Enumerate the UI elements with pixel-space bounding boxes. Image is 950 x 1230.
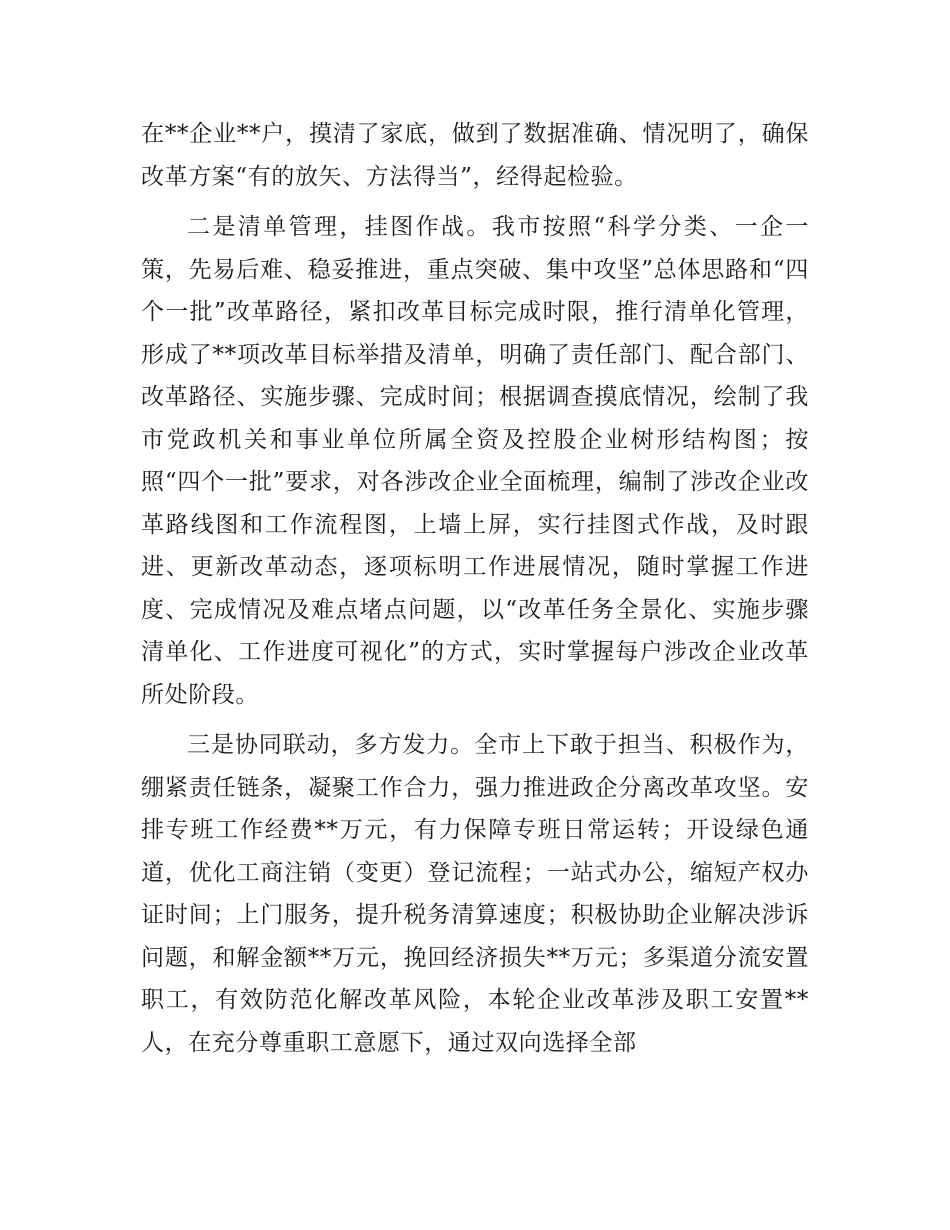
paragraph-checklist-management: 二是清单管理，挂图作战。我市按照“科学分类、一企一策，先易后难、稳妥推进，重点突破、集中攻坚”总体思路和“四个一批”改革路径，紧扣改革目标完成时限，推行清单化管理，形成了**项改革目标举措及清单，明确了责任部门、配合部门、改革路径、实施步骤、完成时间；根据调查摸底情况，绘制了我市党政机关和事业单位所属全资及控股企业树形结构图；按照“四个一批”要求，对各涉改企业全面梳理，编制了涉改企业改革路线图和工作流程图，上墙上屏，实行挂图式作战，及时跟进、更新改革动态，逐项标明工作进展情况，随时掌握工作进度、完成情况及难点堵点问题，以“改革任务全景化、实施步骤清单化、工作进度可视化”的方式，实时掌握每户涉改企业改革所处阶段。: [141, 214, 809, 708]
paragraph-coordinated-action: 三是协同联动，多方发力。全市上下敢于担当、积极作为，绷紧责任链条，凝聚工作合力，强力推进政企分离改革攻坚。安排专班工作经费**万元，有力保障专班日常运转；开设绿色通道，优化工商注销（变更）登记流程；一站式办公，缩短产权办证时间；上门服务，提升税务清算速度；积极协助企业解决涉诉问题，和解金额**万元，挽回经济损失**万元；多渠道分流安置职工，有效防范化解改革风险，本轮企业改革涉及职工安置**人，在充分尊重职工意愿下，通过双向选择全部: [141, 732, 809, 1056]
paragraph-continuation: 在**企业**户，摸清了家底，做到了数据准确、情况明了，确保改革方案“有的放矢、方法得当”，经得起检验。: [141, 121, 809, 190]
document-body: [141, 113, 809, 1072]
